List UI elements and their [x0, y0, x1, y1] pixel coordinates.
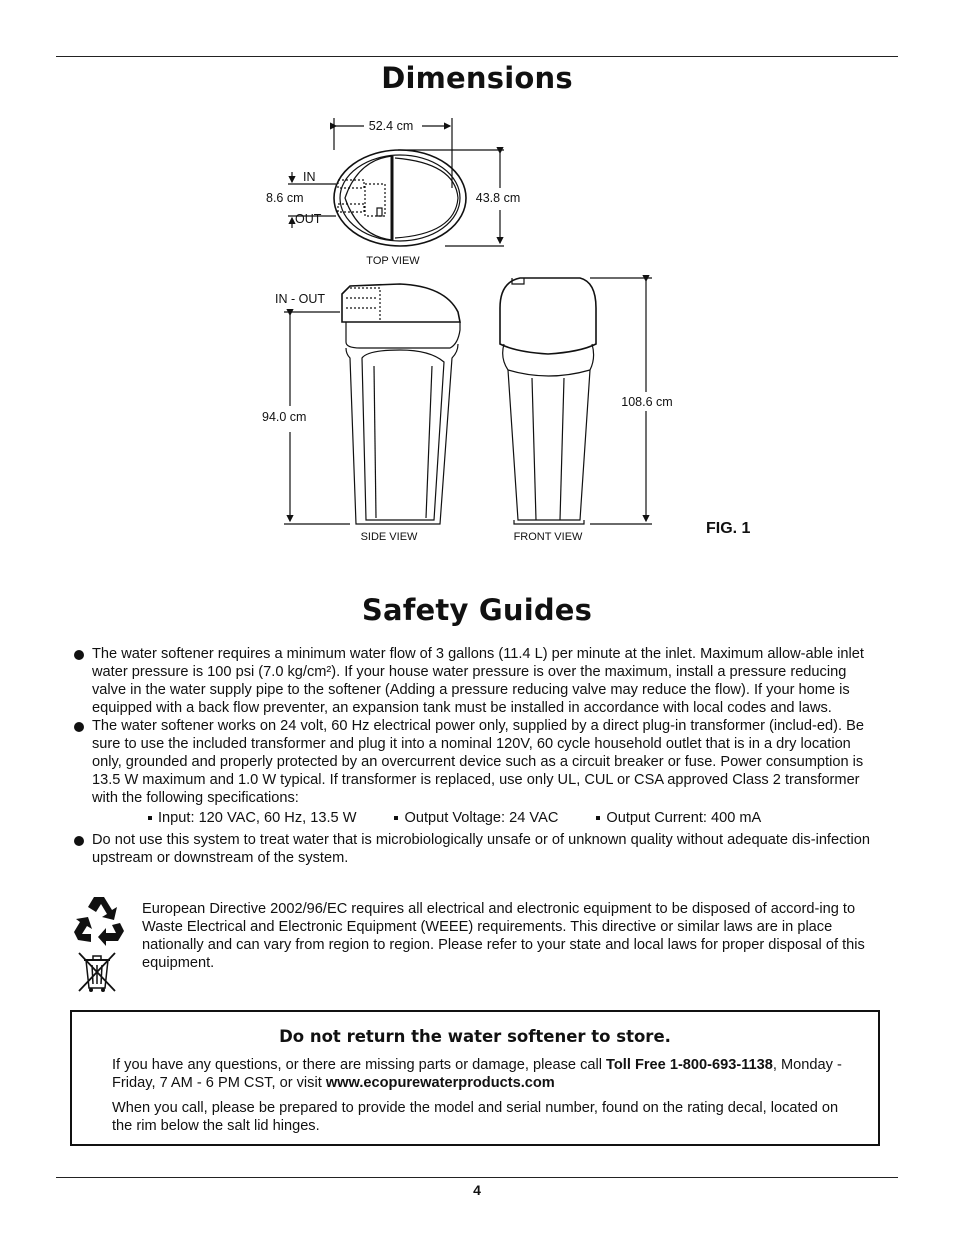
- top-depth-label: 43.8 cm: [475, 191, 521, 205]
- square-bullet-icon: [148, 816, 152, 820]
- notice-box: [70, 1010, 880, 1146]
- notice-paragraph-contact: [112, 1056, 862, 1092]
- bullet-icon: [74, 722, 84, 732]
- bullet-text: The water softener requires a minimum water flow of 3 gallons (11.4 L) per minute at the inlet. Maximum allow-able inlet water pressure is 100 psi (7.0 kg/cm²). If your house water pressure is over the maximum, install a pressure reducing valve in the water supply pipe to the softener (Adding a pressure reducing valve may reduce the flow). If your home is equipped with a back flow preventer, an expansion tank must be installed in accordance with local codes and laws.: [92, 646, 864, 716]
- side-view-label: SIDE VIEW: [360, 531, 418, 543]
- safety-bullets: [72, 645, 882, 867]
- figure-label: FIG. 1: [706, 520, 751, 537]
- recycle-icon: [72, 893, 126, 947]
- list-item: [72, 831, 882, 867]
- bottom-rule: [56, 1177, 898, 1178]
- crossed-out-bin-icon: [76, 950, 118, 994]
- weee-text: European Directive 2002/96/EC requires all electrical and electronic equipment to be disposed of accord-ing to Waste Electrical and Electronic Equipment (WEEE) requirements. This directive or similar laws are in place nationally and can vary from region to region. Please refer to your state and local laws for proper disposal of this equipment.: [142, 901, 865, 971]
- transformer-specs: [148, 809, 882, 827]
- notice-title: Do not return the water softener to store.: [279, 1027, 671, 1046]
- front-view-label: FRONT VIEW: [513, 531, 583, 543]
- spec-item: [596, 809, 761, 827]
- out-label: OUT: [295, 212, 322, 226]
- page-number: 4: [473, 1182, 481, 1198]
- bullet-text: The water softener works on 24 volt, 60 Hz electrical power only, supplied by a direct plug-in transformer (includ-ed). Be sure to use the included transformer and plug it into a nominal 120V, 60 cycle household outlet that is in a dry location only, grounded and properly protected by an overcurrent device such as a circuit breaker or fuse. Power consumption is 13.5 W maximum and 1.0 W typical. If transformer is replaced, use only UL, CUL or CSA approved Class 2 transformer with the following specifications:: [92, 718, 864, 806]
- spec-text: Output Current: 400 mA: [606, 810, 762, 826]
- in-out-label: IN - OUT: [275, 292, 325, 306]
- notice-paragraph-model: When you call, please be prepared to provide the model and serial number, found on the rating decal, located on the rim below the salt lid hinges.: [112, 1100, 839, 1134]
- website-link[interactable]: www.ecopurewaterproducts.com: [325, 1075, 555, 1091]
- top-rule: [56, 56, 898, 57]
- weee-section: [72, 893, 882, 998]
- bullet-icon: [74, 650, 84, 660]
- in-out-spacing-label: 8.6 cm: [266, 191, 304, 205]
- contact-text-mid: , Monday - Friday, 7 AM - 6 PM CST, or visit: [112, 1057, 842, 1091]
- top-width-label: 52.4 cm: [368, 119, 414, 133]
- list-item: [72, 717, 882, 807]
- side-height-label: 94.0 cm: [262, 410, 307, 424]
- list-item: [72, 645, 882, 717]
- bullet-text: Do not use this system to treat water that is microbiologically unsafe or of unknown quality without adequate dis-infection upstream or downstream of the system.: [92, 832, 870, 866]
- toll-free-number: Toll Free 1-800-693-1138: [606, 1057, 773, 1073]
- in-label: IN: [303, 170, 316, 184]
- front-height-label: 108.6 cm: [621, 395, 673, 409]
- side-view-drawing: [284, 284, 460, 524]
- contact-text-start: If you have any questions, or there are missing parts or damage, please call: [112, 1057, 607, 1073]
- dimensions-figure: [250, 108, 770, 558]
- top-view-drawing: [288, 118, 504, 246]
- spec-text: Input: 120 VAC, 60 Hz, 13.5 W: [158, 810, 357, 826]
- spec-text: Output Voltage: 24 VAC: [404, 810, 559, 826]
- spec-item: [394, 809, 558, 827]
- square-bullet-icon: [596, 816, 600, 820]
- square-bullet-icon: [394, 816, 398, 820]
- spec-item: [148, 809, 356, 827]
- safety-heading: Safety Guides: [361, 593, 593, 627]
- bullet-icon: [74, 836, 84, 846]
- top-view-label: TOP VIEW: [366, 255, 420, 267]
- dimensions-heading: Dimensions: [381, 61, 573, 95]
